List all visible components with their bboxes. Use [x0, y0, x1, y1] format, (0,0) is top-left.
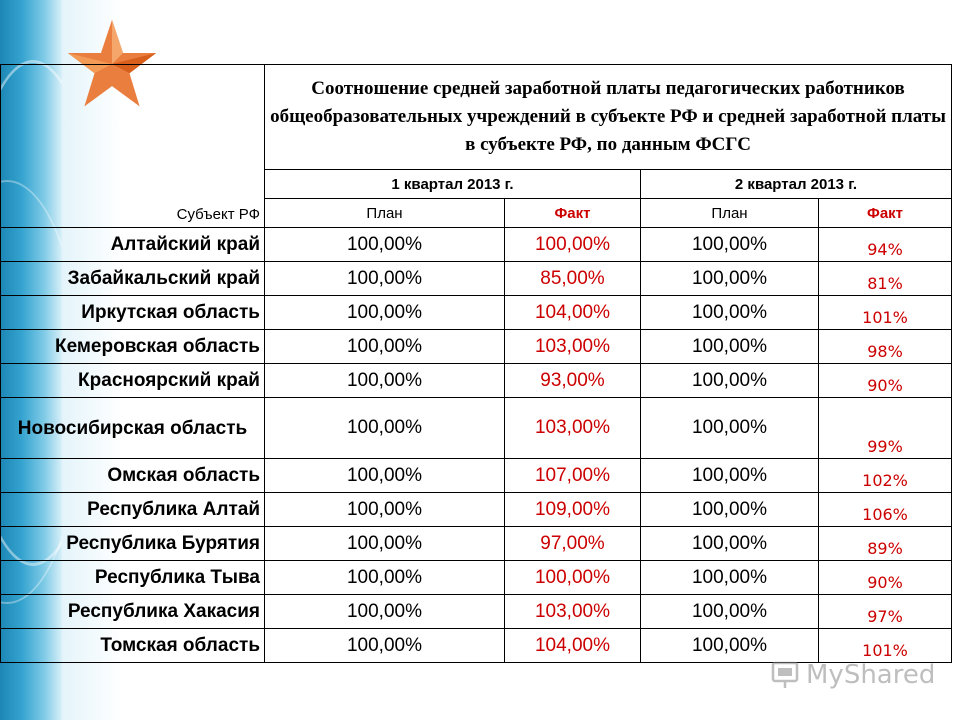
q1-plan-cell: 100,00% [265, 330, 505, 364]
table-row [1, 493, 952, 527]
q2-plan-cell: 100,00% [641, 459, 819, 493]
region-cell: Кемеровская область [1, 330, 265, 364]
q1-plan-cell: 100,00% [265, 459, 505, 493]
q1-fact-cell: 109,00% [505, 493, 641, 527]
q1-fact-cell: 103,00% [505, 330, 641, 364]
q1-plan-cell: 100,00% [265, 629, 505, 663]
table-row [1, 262, 952, 296]
q2-plan-cell: 100,00% [641, 398, 819, 459]
q2-fact-cell: 90% [819, 364, 952, 398]
q2-plan-cell: 100,00% [641, 527, 819, 561]
watermark-text: MyShared [806, 660, 936, 690]
q2-fact-cell: 94% [819, 228, 952, 262]
q1-plan-cell: 100,00% [265, 561, 505, 595]
q2-plan-cell: 100,00% [641, 629, 819, 663]
q1-fact-cell: 100,00% [505, 561, 641, 595]
table-row [1, 527, 952, 561]
q1-plan-cell: 100,00% [265, 595, 505, 629]
q1-fact-cell: 97,00% [505, 527, 641, 561]
watermark [770, 658, 935, 692]
table-row [1, 459, 952, 493]
q2-plan-header: План [641, 199, 819, 228]
q2-plan-cell: 100,00% [641, 561, 819, 595]
table-row [1, 561, 952, 595]
table-row [1, 595, 952, 629]
q2-plan-cell: 100,00% [641, 228, 819, 262]
q1-fact-cell: 107,00% [505, 459, 641, 493]
quarter2-header: 2 квартал 2013 г. [641, 170, 952, 199]
q1-plan-header: План [265, 199, 505, 228]
q1-fact-cell: 103,00% [505, 595, 641, 629]
q1-plan-cell: 100,00% [265, 527, 505, 561]
q1-fact-cell: 85,00% [505, 262, 641, 296]
salary-ratio-table [0, 64, 952, 663]
q1-plan-cell: 100,00% [265, 296, 505, 330]
subject-header: Субъект РФ [1, 65, 265, 228]
q1-plan-cell: 100,00% [265, 493, 505, 527]
q2-fact-cell: 81% [819, 262, 952, 296]
q1-plan-cell: 100,00% [265, 398, 505, 459]
q2-fact-header: Факт [819, 199, 952, 228]
presentation-icon [770, 660, 800, 690]
q1-fact-cell: 100,00% [505, 228, 641, 262]
q2-fact-cell: 102% [819, 459, 952, 493]
table-row [1, 330, 952, 364]
q1-fact-cell: 104,00% [505, 296, 641, 330]
region-cell: Республика Тыва [1, 561, 265, 595]
region-cell: Алтайский край [1, 228, 265, 262]
region-cell: Забайкальский край [1, 262, 265, 296]
q1-fact-cell: 103,00% [505, 398, 641, 459]
q2-plan-cell: 100,00% [641, 595, 819, 629]
q1-plan-cell: 100,00% [265, 228, 505, 262]
q2-plan-cell: 100,00% [641, 296, 819, 330]
region-cell: Республика Бурятия [1, 527, 265, 561]
q1-plan-cell: 100,00% [265, 262, 505, 296]
q2-plan-cell: 100,00% [641, 364, 819, 398]
q1-fact-header: Факт [505, 199, 641, 228]
region-cell: Красноярский край [1, 364, 265, 398]
table-title: Соотношение средней заработной платы педагогических работников общеобразовательных учреждений в субъекте РФ и средней заработной платы в субъекте РФ, по данным ФСГС [265, 65, 952, 170]
quarter1-header: 1 квартал 2013 г. [265, 170, 641, 199]
table-row [1, 296, 952, 330]
q1-fact-cell: 93,00% [505, 364, 641, 398]
q2-fact-cell: 97% [819, 595, 952, 629]
q2-fact-cell: 106% [819, 493, 952, 527]
q1-fact-cell: 104,00% [505, 629, 641, 663]
region-cell: Омская область [1, 459, 265, 493]
table-row [1, 364, 952, 398]
region-cell: Томская область [1, 629, 265, 663]
q2-fact-cell: 101% [819, 629, 952, 663]
q2-fact-cell: 98% [819, 330, 952, 364]
q2-fact-cell: 89% [819, 527, 952, 561]
q2-fact-cell: 90% [819, 561, 952, 595]
region-cell: Иркутская область [1, 296, 265, 330]
table-row [1, 228, 952, 262]
q2-plan-cell: 100,00% [641, 493, 819, 527]
region-cell: Республика Алтай [1, 493, 265, 527]
region-cell: Республика Хакасия [1, 595, 265, 629]
q2-plan-cell: 100,00% [641, 330, 819, 364]
region-cell: Новосибирская область [1, 398, 265, 459]
table-row [1, 398, 952, 459]
q2-fact-cell: 101% [819, 296, 952, 330]
q2-plan-cell: 100,00% [641, 262, 819, 296]
q2-fact-cell: 99% [819, 398, 952, 459]
q1-plan-cell: 100,00% [265, 364, 505, 398]
